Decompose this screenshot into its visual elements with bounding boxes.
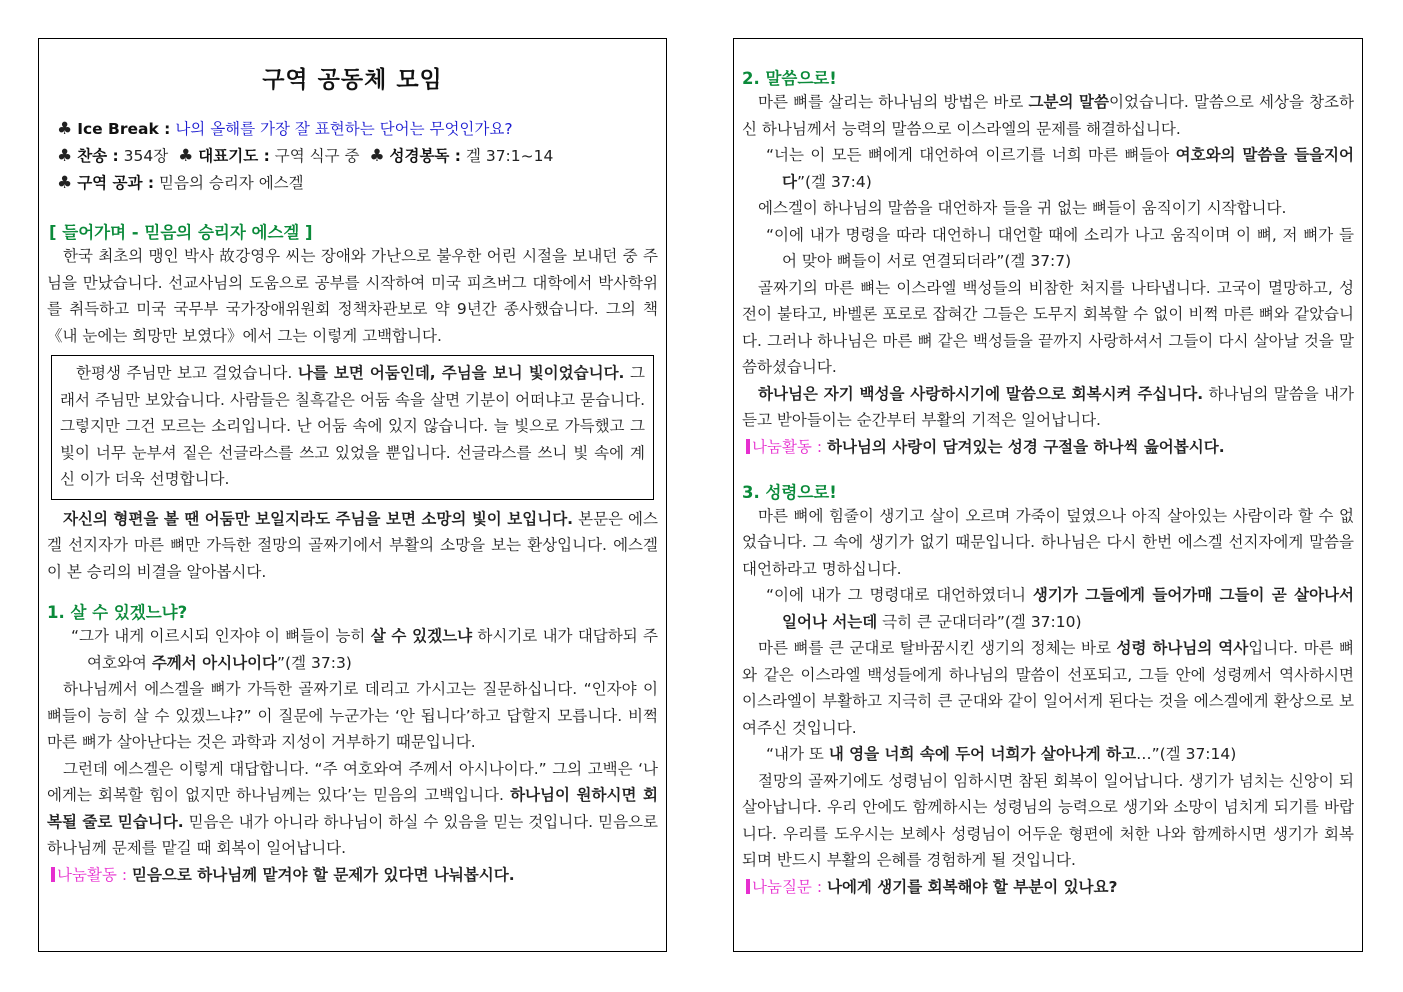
meeting-info <box>57 116 658 197</box>
share-text: 믿음으로 하나님께 맡겨야 할 문제가 있다면 나눠봅시다. <box>131 865 515 884</box>
share-label: 나눔질문 : <box>752 877 827 896</box>
lesson-value: 믿음의 승리자 에스겔 <box>159 174 304 192</box>
scripture-quote: “그가 내게 이르시되 인자야 이 뼈들이 능히 살 수 있겠느냐 하시기로 내가 대답하되 주 여호와여 주께서 아시나이다”(겔 37:3) <box>71 627 658 672</box>
icebreak-line <box>57 116 658 143</box>
right-page <box>733 38 1363 952</box>
left-page <box>38 38 667 952</box>
club-icon: ♣ <box>57 173 73 193</box>
quote-box <box>51 355 654 500</box>
section-1-paragraph: 하나님께서 에스겔을 뼈가 가득한 골짜기로 데리고 가시고는 질문하십니다. “인자야 이 뼈들이 능히 살 수 있겠느냐?” 이 질문에 누군가는 ‘안 됩니다’하고 답할지 모릅니다. 비쩍 마른 뼈가 살아난다는 것은 과학과 지성이 거부하기 때문입니다. <box>47 680 658 751</box>
section-1-heading: 1. 살 수 있겠느냐? <box>47 603 188 622</box>
hymn-label: 찬송 : <box>77 147 119 165</box>
scripture-quote: “이에 내가 명령을 따라 대언하니 대언할 때에 소리가 나고 움직이며 이 뼈, 저 뼈가 들어 맞아 뼈들이 서로 연결되더라”(겔 37:7) <box>766 225 1354 270</box>
section-3-paragraph-3: 절망의 골짜기에도 성령님이 임하시면 참된 회복이 일어납니다. 생기가 넘치는 신앙이 되살아납니다. 우리 안에도 함께하시는 성령님의 능력으로 생기와 소망이 넘치게 되기를 바랍니다. 우리를 도우시는 보혜사 성령님이 어두운 형편에 처한 나와 함께하시면 생기가 회복되며 반드시 부활의 은혜를 경험하게 될 것입니다. <box>742 771 1354 869</box>
hymn-line <box>57 143 658 170</box>
intro-heading: [ 들어가며 - 믿음의 승리자 에스겔 ] <box>49 223 313 242</box>
icebreak-question: 나의 올해를 가장 잘 표현하는 단어는 무엇인가요? <box>175 120 513 138</box>
share-label: 나눔활동 : <box>752 437 827 456</box>
prayer-value: 구역 식구 중 <box>274 147 360 165</box>
club-icon: ♣ <box>57 146 73 166</box>
intro-summary: 자신의 형편을 볼 땐 어둠만 보일지라도 주님을 보면 소망의 빛이 보입니다. 본문은 에스겔 선지자가 마른 뼈만 가득한 절망의 골짜기에서 부활의 소망을 보는 환상입니다. 에스겔이 본 승리의 비결을 알아봅시다. <box>47 509 658 581</box>
section-2-paragraph-2: 에스겔이 하나님의 말씀을 대언하자 들을 귀 없는 뼈들이 움직이기 시작합니다. <box>758 199 1287 217</box>
scripture-quote: “이에 내가 그 명령대로 대언하였더니 생기가 그들에게 들어가매 그들이 곧 살아나서 일어나 서는데 극히 큰 군대더라”(겔 37:10) <box>766 586 1354 631</box>
share-question <box>742 874 1354 901</box>
reading-value: 겔 37:1~14 <box>465 147 554 165</box>
prayer-label: 대표기도 : <box>198 147 270 165</box>
share-activity <box>47 862 658 889</box>
section-2-paragraph-4: 하나님은 자기 백성을 사랑하시기에 말씀으로 회복시켜 주십니다. 하나님의 말씀을 내가 듣고 받아들이는 순간부터 부활의 기적은 일어납니다. <box>742 384 1354 429</box>
club-icon: ♣ <box>369 146 385 166</box>
section-3-paragraph-2: 마른 뼈를 큰 군대로 탈바꿈시킨 생기의 정체는 바로 성령 하나님의 역사입니다. 마른 뼈와 같은 이스라엘 백성들에게 하나님의 말씀이 선포되고, 그들 안에 성령께서 역사하시면 이스라엘이 부활하고 지극히 큰 군대와 같이 일어서게 된다는 것을 에스겔에게 환상으로 보여주신 것입니다. <box>742 639 1354 737</box>
section-2-heading: 2. 말씀으로! <box>742 69 837 88</box>
section-3-heading: 3. 성령으로! <box>742 482 837 502</box>
club-icon: ♣ <box>178 146 194 166</box>
pink-bar-icon <box>51 867 55 882</box>
share-label: 나눔활동 : <box>57 865 132 884</box>
scripture-quote: “너는 이 모든 뼈에게 대언하여 이르기를 너희 마른 뼈들아 여호와의 말씀을 들을지어다”(겔 37:4) <box>766 146 1354 191</box>
scripture-quote: “내가 또 내 영을 너희 속에 두어 너희가 살아나게 하고…”(겔 37:14) <box>766 745 1237 763</box>
intro-paragraph: 한국 최초의 맹인 박사 故강영우 씨는 장애와 가난으로 불우한 어린 시절을 보내던 중 주님을 만났습니다. 선교사님의 도움으로 공부를 시작하여 미국 피츠버그 대학에서 박사학위를 취득하고 미국 국무부 국가장애위원회 정책차관보로 약 9년간 종사했습니다. 그의 책《내 눈에는 희망만 보였다》에서 그는 이렇게 고백합니다. <box>47 247 658 345</box>
club-icon: ♣ <box>57 119 73 139</box>
quote-box-text: 한평생 주님만 보고 걸었습니다. 나를 보면 어둠인데, 주님을 보니 빛이었습니다. 그래서 주님만 보았습니다. 사람들은 칠흑같은 어둠 속을 살면 기분이 어떠냐고 묻습니다. 그렇지만 그건 모르는 소리입니다. 난 어둠 속에 있지 않습니다. 늘 빛으로 가득했고 그 빛이 너무 눈부셔 짙은 선글라스를 쓰고 있었을 뿐입니다. 선글라스를 쓰니 빛 속에 계신 이가 더욱 선명합니다. <box>60 364 645 488</box>
section-2-paragraph: 마른 뼈를 살리는 하나님의 방법은 바로 그분의 말씀이었습니다. 말씀으로 세상을 창조하신 하나님께서 능력의 말씀으로 이스라엘의 문제를 해결하십니다. <box>742 93 1354 138</box>
page-title: 구역 공동체 모임 <box>262 67 443 93</box>
hymn-value: 354장 <box>123 147 169 165</box>
section-3-paragraph: 마른 뼈에 힘줄이 생기고 살이 오르며 가죽이 덮였으나 아직 살아있는 사람이라 할 수 없었습니다. 그 속에 생기가 없기 때문입니다. 하나님은 다시 한번 에스겔 선지자에게 말씀을 대언하라고 명하십니다. <box>742 506 1354 578</box>
pink-bar-icon <box>746 879 750 894</box>
share-text: 나에게 생기를 회복해야 할 부분이 있나요? <box>826 877 1118 896</box>
pink-bar-icon <box>746 439 750 454</box>
share-activity <box>742 434 1354 461</box>
icebreak-label: Ice Break : <box>77 120 171 138</box>
lesson-label: 구역 공과 : <box>77 174 155 192</box>
share-text: 하나님의 사랑이 담겨있는 성경 구절을 하나씩 읊어봅시다. <box>826 437 1225 456</box>
section-2-paragraph-3: 골짜기의 마른 뼈는 이스라엘 백성들의 비참한 처지를 나타냅니다. 고국이 멸망하고, 성전이 불타고, 바벨론 포로로 잡혀간 그들은 도무지 회복할 수 없이 비쩍 마른 뼈와 같았습니다. 그러나 하나님은 마른 뼈 같은 백성들을 끝까지 사랑하셔서 그들이 다시 살아날 것을 말씀하셨습니다. <box>742 278 1354 376</box>
lesson-line <box>57 170 658 197</box>
section-1-paragraph-2: 그런데 에스겔은 이렇게 대답합니다. “주 여호와여 주께서 아시나이다.” 그의 고백은 ‘나에게는 회복할 힘이 없지만 하나님께는 있다’는 믿음의 고백입니다. 하나님이 원하시면 회복될 줄로 믿습니다. 믿음은 내가 아니라 하나님이 하실 수 있음을 믿는 것입니다. 믿음으로 하나님께 문제를 맡길 때 회복이 일어납니다. <box>47 759 658 857</box>
reading-label: 성경봉독 : <box>389 147 461 165</box>
